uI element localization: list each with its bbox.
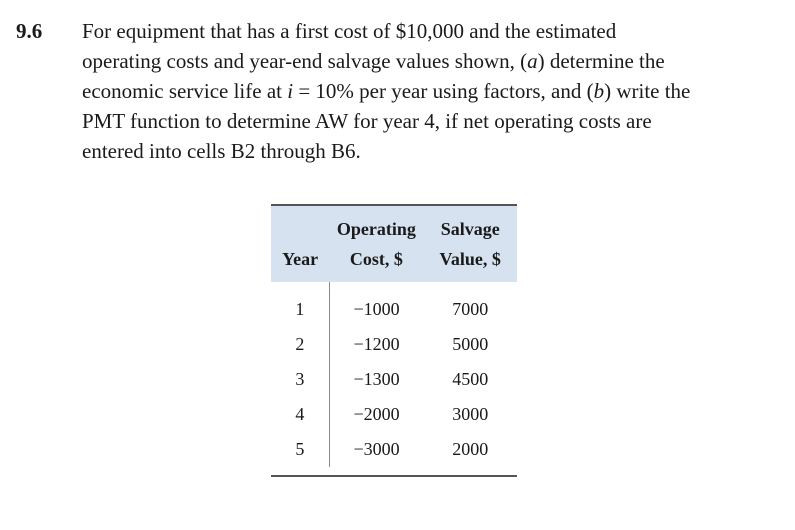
table-row <box>271 362 517 397</box>
salvage-cell: 4500 <box>452 369 489 389</box>
year-cell: 4 <box>271 397 329 432</box>
cost-cell: −1300 <box>353 369 400 389</box>
problem-statement <box>82 16 782 166</box>
problem-line-2 <box>82 46 782 76</box>
problem-line-2-part-a: operating costs and year-end salvage values shown, ( <box>82 49 528 73</box>
year-cell: 1 <box>271 282 329 327</box>
cost-cell: −3000 <box>353 439 400 459</box>
salvage-cell: 5000 <box>452 334 489 354</box>
year-cell: 3 <box>271 362 329 397</box>
year-cell: 5 <box>271 432 329 467</box>
part-a-label: a <box>527 49 538 73</box>
header-salvage: Value, $ <box>423 244 517 282</box>
problem-number: 9.6 <box>16 19 43 43</box>
table-body <box>271 282 517 467</box>
cost-cell: −1000 <box>353 299 400 319</box>
salvage-cell: 7000 <box>452 299 489 319</box>
part-b-label: b <box>593 79 605 103</box>
problem-line-3-part-c: = 10% per year using factors, and ( <box>293 79 594 103</box>
table-row <box>271 397 517 432</box>
header-cost: Cost, $ <box>329 244 423 282</box>
table-header <box>271 205 517 282</box>
salvage-cell: 2000 <box>452 439 489 459</box>
header-row-top <box>271 206 517 244</box>
problem-line-4: PMT function to determine AW for year 4, if net operating costs are <box>82 109 652 133</box>
problem-line-3-part-e: ) write the <box>604 79 691 103</box>
table-row <box>271 327 517 362</box>
problem-line-5: entered into cells B2 through B6. <box>82 139 361 163</box>
cost-cell: −1200 <box>353 334 400 354</box>
header-row-bottom <box>271 244 517 282</box>
header-salvage-top: Salvage <box>423 206 517 244</box>
salvage-cell: 3000 <box>452 404 489 424</box>
problem-line-1: For equipment that has a first cost of $10,000 and the estimated <box>82 19 617 43</box>
cost-salvage-table-wrapper <box>271 204 517 477</box>
table-row <box>271 432 517 467</box>
interest-rate-symbol: i <box>287 79 294 103</box>
header-year: Year <box>271 244 329 282</box>
cost-salvage-table <box>271 204 517 467</box>
header-cost-top: Operating <box>329 206 423 244</box>
year-cell: 2 <box>271 327 329 362</box>
table-row <box>271 282 517 327</box>
problem-line-2-part-c: ) determine the <box>537 49 665 73</box>
problem-line-3-part-a: economic service life at <box>82 79 288 103</box>
header-year-top <box>271 206 329 244</box>
table-bottom-rule <box>271 475 517 477</box>
problem-line-3 <box>82 76 782 106</box>
cost-cell: −2000 <box>353 404 400 424</box>
